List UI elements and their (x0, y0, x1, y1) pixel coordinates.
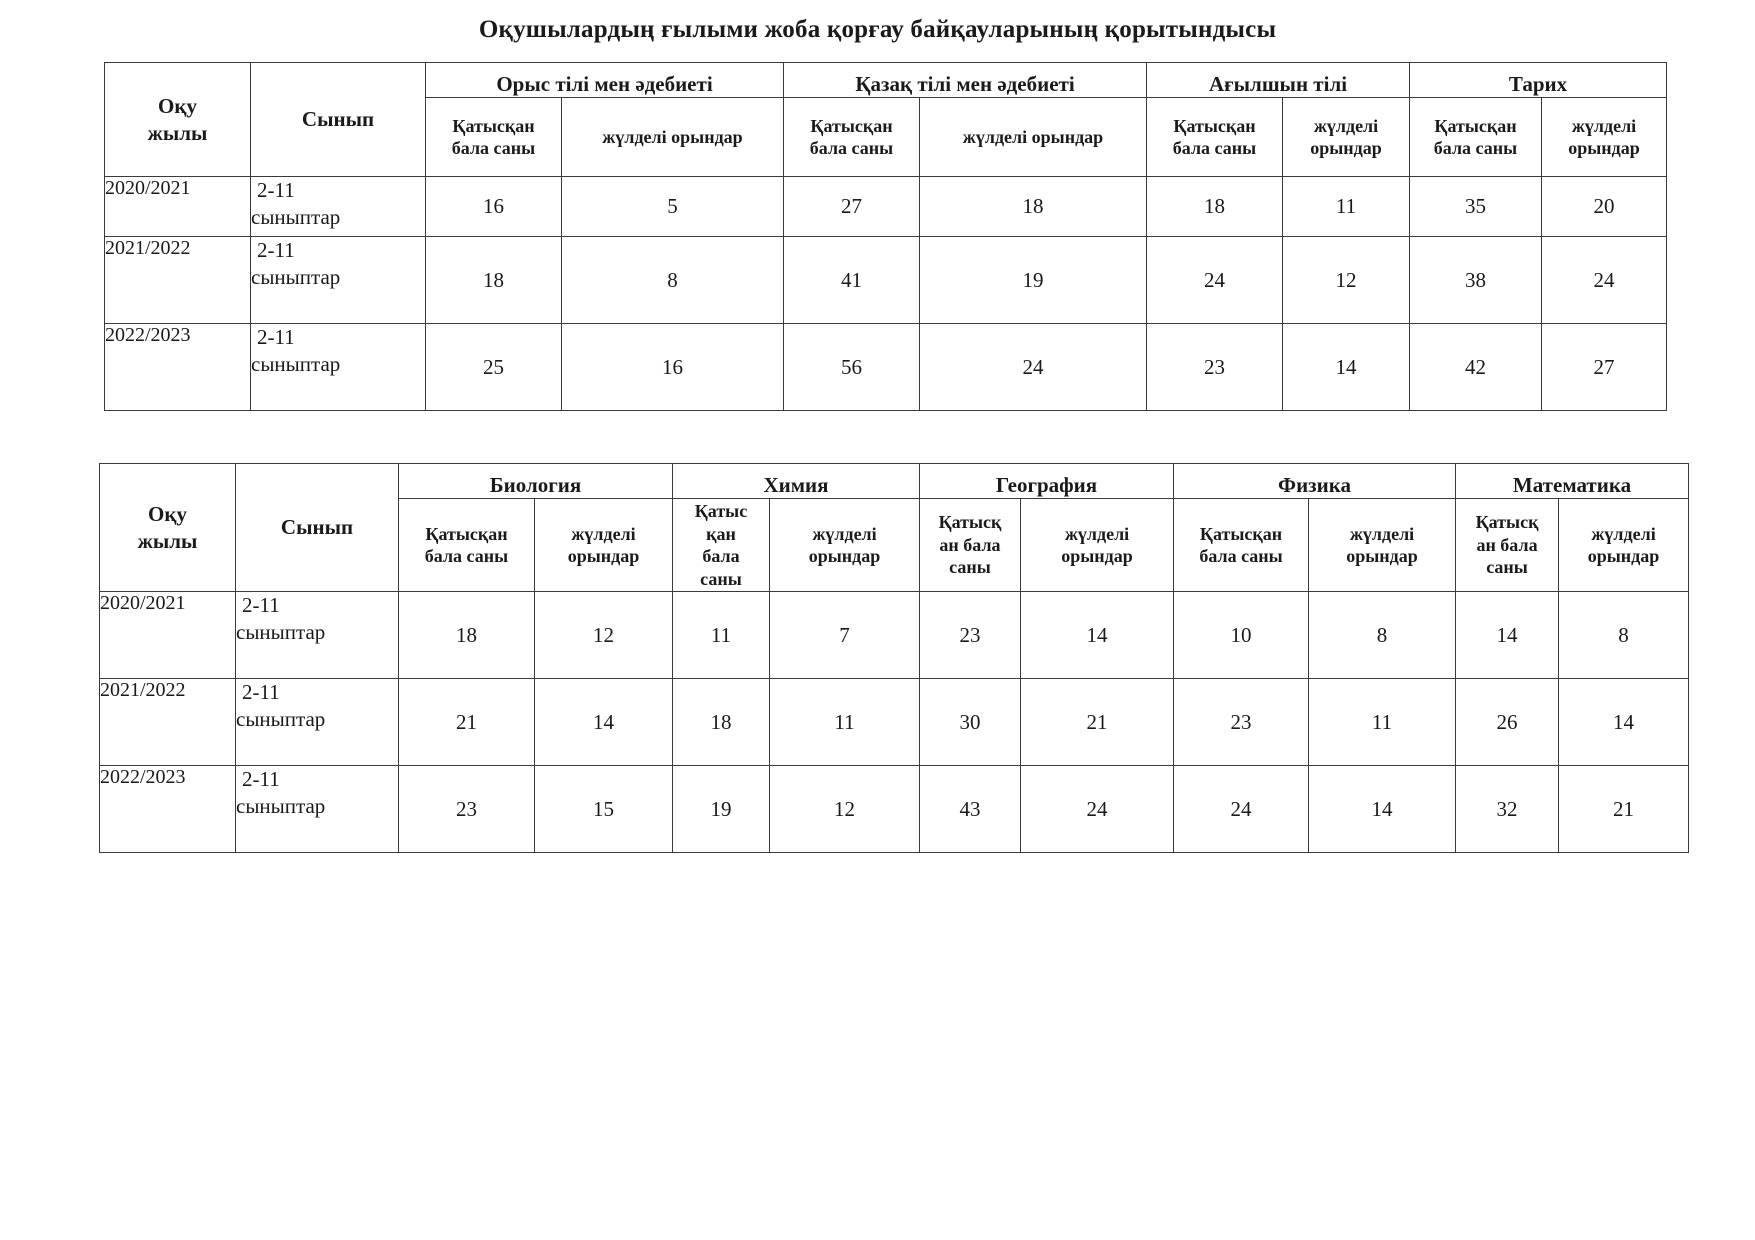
participants-count-cell: 38 (1410, 237, 1542, 324)
participants-header-line: Қатысқан (1173, 115, 1256, 136)
participants-count-cell: 41 (784, 237, 920, 324)
table-row (100, 592, 1689, 679)
participants-header-line: бала саны (1433, 138, 1518, 158)
participants-count-cell: 43 (920, 766, 1021, 853)
academic-year-cell: 2022/2023 (105, 324, 251, 411)
grade-range: 2-11 (257, 238, 295, 262)
prize-places-cell: 27 (1542, 324, 1667, 411)
year-header-line: жылы (137, 528, 198, 553)
academic-year-cell: 2021/2022 (100, 679, 236, 766)
prize-places-cell: 12 (1283, 237, 1410, 324)
grade-range: 2-11 (257, 178, 295, 202)
participants-count-cell: 18 (426, 237, 562, 324)
participants-count-cell: 23 (1147, 324, 1283, 411)
participants-header-line: бала саны (1172, 138, 1257, 158)
participants-header-line: саны (1486, 557, 1528, 578)
academic-year-cell: 2020/2021 (100, 592, 236, 679)
year-column-header (105, 63, 251, 177)
subject-header: Ағылшын тілі (1147, 63, 1410, 98)
prize-places-header-line: жүлделі (571, 523, 636, 544)
participants-count-cell: 25 (426, 324, 562, 411)
academic-year-cell: 2022/2023 (100, 766, 236, 853)
participants-count-cell: 24 (1147, 237, 1283, 324)
prize-places-header-line: жүлделі (1591, 523, 1656, 544)
prize-places-cell: 8 (562, 237, 784, 324)
participants-count-cell: 18 (1147, 177, 1283, 237)
prize-places-cell: 5 (562, 177, 784, 237)
subject-header: Физика (1174, 464, 1456, 499)
prize-places-cell: 14 (1283, 324, 1410, 411)
grade-range-cell (251, 237, 426, 324)
year-header-line: жылы (147, 120, 208, 145)
participants-header-line: Қатысқан (1434, 115, 1517, 136)
subject-header: Тарих (1410, 63, 1667, 98)
prize-places-header-line: жүлделі (1571, 115, 1637, 136)
prize-places-cell: 11 (1309, 679, 1456, 766)
participants-count-cell: 11 (673, 592, 770, 679)
participants-count-cell: 16 (426, 177, 562, 237)
grade-range-cell (236, 679, 399, 766)
prize-places-header-line: орындар (808, 546, 881, 566)
participants-column-header (399, 499, 535, 592)
prize-places-cell: 12 (770, 766, 920, 853)
prize-places-column-header (1309, 499, 1456, 592)
participants-count-cell: 26 (1456, 679, 1559, 766)
participants-count-cell: 32 (1456, 766, 1559, 853)
grade-label: сыныптар (251, 265, 341, 290)
participants-count-cell: 56 (784, 324, 920, 411)
participants-header-line: бала саны (809, 138, 894, 158)
grade-range: 2-11 (242, 593, 280, 617)
prize-places-cell: 11 (770, 679, 920, 766)
participants-header-line: бала (702, 546, 740, 566)
subject-header-row (105, 63, 1667, 98)
participants-column-header (1456, 499, 1559, 592)
prize-places-header-line: орындар (1587, 546, 1660, 566)
participants-count-cell: 19 (673, 766, 770, 853)
participants-header-line: Қатыс (694, 501, 748, 521)
grade-label: сыныптар (236, 794, 326, 819)
grade-range-cell (236, 766, 399, 853)
prize-places-header-line: жүлделі (1313, 115, 1379, 136)
year-column-header (100, 464, 236, 592)
prize-places-cell: 14 (1559, 679, 1689, 766)
grade-range: 2-11 (257, 325, 295, 349)
grade-range-cell (251, 324, 426, 411)
grade-range-cell (236, 592, 399, 679)
year-header-line: Оқу (148, 502, 187, 527)
prize-places-cell: 11 (1283, 177, 1410, 237)
grade-label: сыныптар (251, 352, 341, 377)
participants-header-line: Қатысқ (1475, 512, 1539, 533)
participants-count-cell: 23 (399, 766, 535, 853)
grade-label: сыныптар (251, 205, 341, 230)
participants-header-line: Қатысқ (938, 512, 1002, 533)
participants-count-cell: 35 (1410, 177, 1542, 237)
prize-places-column-header (920, 98, 1147, 177)
grade-range-cell (251, 177, 426, 237)
prize-places-cell: 15 (535, 766, 673, 853)
prize-places-cell: 7 (770, 592, 920, 679)
participants-header-line: бала саны (451, 138, 536, 158)
table-row (100, 679, 1689, 766)
academic-year-cell: 2021/2022 (105, 237, 251, 324)
prize-places-header-line: жүлделі орындар (962, 126, 1104, 147)
participants-header-line: Қатысқан (1199, 523, 1283, 544)
participants-header-line: ан бала (939, 534, 1001, 555)
prize-places-header-line: жүлделі (1349, 523, 1415, 544)
grade-column-header: Сынып (236, 464, 399, 592)
grade-label: сыныптар (236, 620, 326, 645)
participants-count-cell: 14 (1456, 592, 1559, 679)
participants-count-cell: 42 (1410, 324, 1542, 411)
prize-places-cell: 12 (535, 592, 673, 679)
participants-header-line: Қатысқан (810, 115, 893, 136)
table-row (105, 177, 1667, 237)
participants-count-cell: 27 (784, 177, 920, 237)
prize-places-header-line: орындар (1568, 138, 1640, 158)
prize-places-header-line: орындар (1310, 138, 1382, 158)
participants-header-line: ан бала (1476, 534, 1538, 555)
participants-count-cell: 18 (399, 592, 535, 679)
participants-header-line: бала саны (1199, 546, 1283, 566)
participants-header-line: Қатысқан (452, 115, 535, 136)
prize-places-cell: 21 (1559, 766, 1689, 853)
participants-count-cell: 18 (673, 679, 770, 766)
participants-column-header (1147, 98, 1283, 177)
prize-places-cell: 14 (1021, 592, 1174, 679)
year-header-line: Оқу (158, 94, 197, 119)
participants-column-header (1410, 98, 1542, 177)
prize-places-cell: 16 (562, 324, 784, 411)
participants-column-header (784, 98, 920, 177)
prize-places-cell: 24 (920, 324, 1147, 411)
participants-column-header (426, 98, 562, 177)
subject-header-row (100, 464, 1689, 499)
subject-header: Химия (673, 464, 920, 499)
prize-places-cell: 24 (1542, 237, 1667, 324)
participants-count-cell: 23 (1174, 679, 1309, 766)
prize-places-cell: 8 (1559, 592, 1689, 679)
participants-count-cell: 24 (1174, 766, 1309, 853)
prize-places-header-line: жүлделі (1064, 523, 1130, 544)
participants-column-header (1174, 499, 1309, 592)
prize-places-cell: 24 (1021, 766, 1174, 853)
prize-places-cell: 18 (920, 177, 1147, 237)
prize-places-cell: 14 (1309, 766, 1456, 853)
prize-places-column-header (770, 499, 920, 592)
prize-places-column-header (1021, 499, 1174, 592)
grade-range: 2-11 (242, 680, 280, 704)
page-title: Оқушылардың ғылыми жоба қорғау байқауларының қорытындысы (478, 16, 1277, 43)
participants-header-line: қан (706, 523, 736, 544)
subject-header: Математика (1456, 464, 1689, 499)
subject-header: Орыс тілі мен әдебиеті (426, 63, 784, 98)
participants-header-line: саны (949, 557, 991, 578)
participants-header-line: Қатысқан (425, 523, 508, 544)
prize-places-cell: 14 (535, 679, 673, 766)
prize-places-header-line: жүлделі (812, 523, 877, 544)
prize-places-header-line: орындар (1346, 546, 1418, 566)
participants-header-line: саны (700, 568, 742, 589)
participants-header-line: бала саны (424, 546, 509, 566)
prize-places-header-line: орындар (1061, 546, 1133, 566)
grade-column-header: Сынып (251, 63, 426, 177)
results-table-languages-history (104, 62, 1667, 411)
prize-places-column-header (562, 98, 784, 177)
prize-places-header-line: орындар (567, 546, 640, 566)
prize-places-column-header (1542, 98, 1667, 177)
prize-places-cell: 8 (1309, 592, 1456, 679)
subject-header: География (920, 464, 1174, 499)
prize-places-cell: 19 (920, 237, 1147, 324)
prize-places-column-header (1283, 98, 1410, 177)
participants-count-cell: 30 (920, 679, 1021, 766)
academic-year-cell: 2020/2021 (105, 177, 251, 237)
prize-places-column-header (535, 499, 673, 592)
subject-header: Қазақ тілі мен әдебиеті (784, 63, 1147, 98)
table-row (105, 324, 1667, 411)
results-table-sciences (99, 463, 1689, 853)
participants-count-cell: 10 (1174, 592, 1309, 679)
subject-header: Биология (399, 464, 673, 499)
grade-range: 2-11 (242, 767, 280, 791)
participants-count-cell: 21 (399, 679, 535, 766)
table-row (100, 766, 1689, 853)
grade-label: сыныптар (236, 707, 326, 732)
table-row (105, 237, 1667, 324)
prize-places-column-header (1559, 499, 1689, 592)
prize-places-header-line: жүлделі орындар (602, 126, 743, 147)
participants-column-header (673, 499, 770, 592)
prize-places-cell: 20 (1542, 177, 1667, 237)
participants-count-cell: 23 (920, 592, 1021, 679)
prize-places-cell: 21 (1021, 679, 1174, 766)
participants-column-header (920, 499, 1021, 592)
